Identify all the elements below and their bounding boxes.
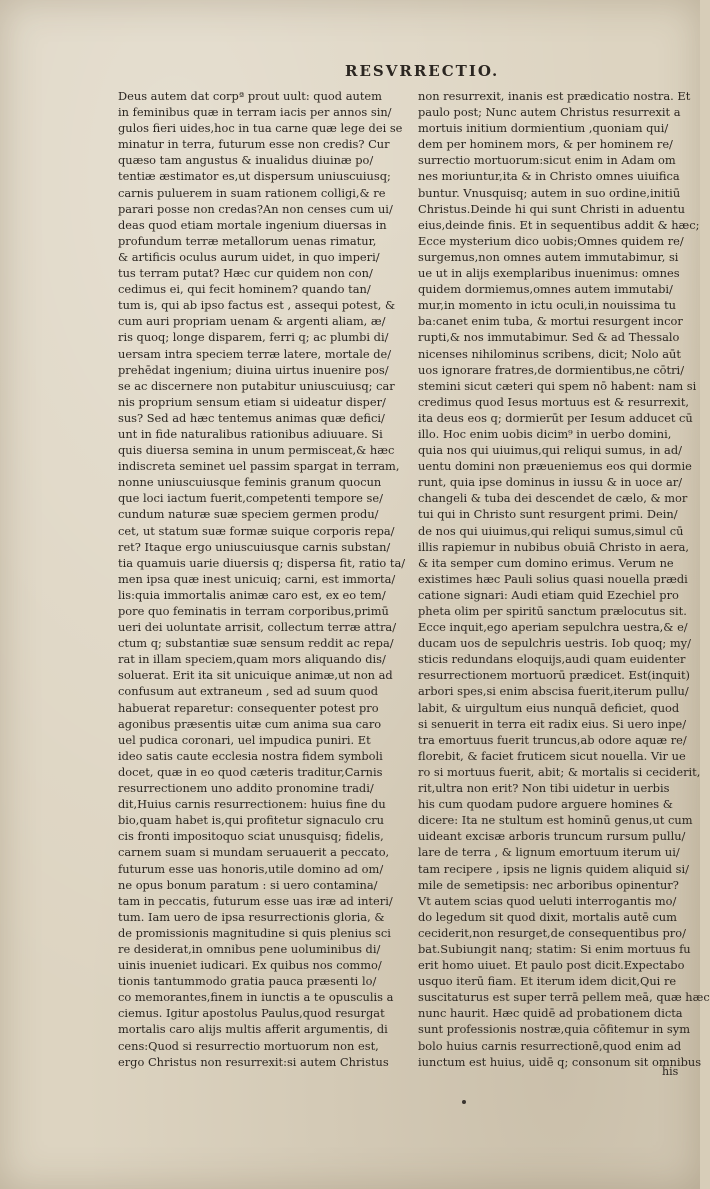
right-column-line: ro si mortuus fuerit, abit; & mortalis si ceciderit, (418, 764, 701, 779)
right-column-line: paulo post; Nunc autem Christus resurrexit a (418, 105, 681, 120)
left-column-line: bio,quam habet is,qui profitetur signaculo cru (118, 813, 385, 828)
right-column-line: dem per hominem mors, & per hominem re/ (418, 137, 673, 152)
left-column-line: uel pudica coronari, uel impudica puniri. Et (118, 732, 371, 747)
left-column-line: tia quamuis uarie diuersis q; dispersa fit, ratio ta/ (118, 555, 406, 570)
right-column-line: mur,in momento in ictu oculi,in nouissima tu (418, 298, 677, 313)
right-text-column (418, 88, 710, 1070)
left-text-column (118, 88, 410, 1070)
left-column-line: ret? Itaque ergo uniuscuiusque carnis substan/ (118, 539, 391, 554)
right-column-line: Ecce inquit,ego aperiam sepulchra uestra,& e/ (418, 620, 688, 635)
right-column-line: uentu domini non præueniemus eos qui dormie (418, 459, 692, 474)
right-column-line: mile de semetipsis: nec arboribus opinentur? (418, 877, 679, 892)
left-column-line: tum. Iam uero de ipsa resurrectionis gloria, & (118, 909, 385, 924)
left-column-line: quæso tam angustus & inualidus diuinæ po/ (118, 153, 374, 168)
left-column-line: indiscreta seminet uel passim spargat in terram, (118, 459, 400, 474)
right-column-line: catione signari: Audi etiam quid Ezechiel pro (418, 587, 679, 602)
left-column-line: Deus autem dat corpª prout uult: quod autem (118, 89, 382, 103)
left-column-line: ueri dei uoluntate arrisit, collectum terræ attra/ (118, 620, 397, 635)
left-column-line: men ipsa quæ inest unicuiq; carni, est immorta/ (118, 571, 396, 586)
left-column-line: gulos fieri uides,hoc in tua carne quæ lege dei se (118, 121, 403, 136)
left-column-line: carnem suam si mundam seruauerit a peccato, (118, 845, 390, 860)
left-column-line: uersam intra speciem terræ latere, mortale de/ (118, 346, 392, 361)
left-column-line: re desiderat,in omnibus pene uoluminibus di/ (118, 941, 381, 956)
right-column-line: surgemus,non omnes autem immutabimur, si (418, 249, 679, 264)
right-column-line: credimus quod Iesus mortuus est & resurrexit, (418, 394, 690, 409)
left-column-line: tam in peccatis, futurum esse uas iræ ad interi/ (118, 893, 393, 908)
right-column-line: bat.Subiungit nanq; statim: Si enim mortuus fu (418, 941, 691, 956)
right-column-line: ba:canet enim tuba, & mortui resurgent incor (418, 314, 683, 329)
right-column-line: bolo huius carnis resurrectionē,quod enim ad (418, 1038, 682, 1053)
left-column-line: tentiæ æstimator es,ut dispersum uniuscuiusq; (118, 169, 391, 184)
right-column-line: mortuis initium dormientium ,quoniam qui/ (418, 121, 669, 136)
right-column-line: Vt autem scias quod ueluti interrogantis mo/ (418, 893, 677, 908)
right-column-line: iunctum est huius, uidē q; consonum sit omnibus (418, 1054, 702, 1069)
left-column-line: ne opus bonum paratum : si uero contamina/ (118, 877, 378, 892)
right-column-line: uos ignorare fratres,de dormientibus,ne cōtri/ (418, 362, 685, 377)
left-column-line: cet, ut statum suæ formæ suique corporis repa/ (118, 523, 395, 538)
right-column-line: lare de terra , & lignum emortuum iterum ui/ (418, 845, 680, 860)
right-column-line: do legedum sit quod dixit, mortalis autē cum (418, 909, 677, 924)
left-column-line: rat in illam speciem,quam mors aliquando dis/ (118, 652, 386, 667)
right-column-line: erit homo uiuet. Et paulo post dicit.Expectabo (418, 958, 685, 973)
left-column-line: ciemus. Igitur apostolus Paulus,quod resurgat (118, 1006, 385, 1021)
left-column-line: dit,Huius carnis resurrectionem: huius fine du (118, 797, 386, 812)
left-column-line: prehēdat ingenium; diuina uirtus inuenire pos/ (118, 362, 389, 377)
right-column-line: rupti,& nos immutabimur. Sed & ad Thessalo (418, 330, 680, 345)
right-column-line: usquo iterū fiam. Et iterum idem dicit,Qui re (418, 974, 677, 989)
catchword: his (662, 1065, 679, 1078)
right-column-line: ita deus eos q; dormierūt per Iesum adducet cū (418, 410, 693, 425)
right-column-line: pheta olim per spiritū sanctum prælocutus sit. (418, 604, 687, 618)
left-column-line: ctum q; substantiæ suæ sensum reddit ac repa/ (118, 636, 394, 651)
left-column-line: parari posse non credas?An non censes cum ui/ (118, 201, 393, 216)
left-column-line: ideo satis caute ecclesia nostra fidem symboli (118, 748, 383, 763)
left-column-line: lis:quia immortalis animæ caro est, ex eo tem/ (118, 587, 386, 602)
left-column-line: nis proprium sensum etiam si uideatur disper/ (118, 394, 386, 409)
right-column-line: sticis redundans eloquijs,audi quam euidenter (418, 652, 686, 667)
left-column-line: quis diuersa semina in unum permisceat,& hæc (118, 443, 395, 458)
right-column-line: buntur. Vnusquisq; autem in suo ordine,initiū (418, 185, 681, 200)
right-column-line: sunt professionis nostræ,quia cōfitemur in sym (418, 1022, 691, 1037)
right-column-line: si senuerit in terra eit radix eius. Si uero inpe/ (418, 716, 687, 731)
right-column-line: tui qui in Christo sunt resurgent primi. Dein/ (418, 507, 678, 522)
left-column-line: agonibus præsentis uitæ cum anima sua caro (118, 716, 382, 731)
left-column-line: tus terram putat? Hæc cur quidem non con/ (118, 266, 373, 281)
left-column-line: co memorantes,finem in iunctis a te opusculis a (118, 990, 394, 1005)
right-column-line: illis rapiemur in nubibus obuiā Christo in aera, (418, 539, 690, 554)
left-column-line: futurum esse uas honoris,utile domino ad om/ (118, 861, 384, 876)
right-column-line: quidem dormiemus,omnes autem immutabi/ (418, 282, 673, 297)
left-column-line: se ac discernere non putabitur uniuscuiusq; car (118, 378, 395, 393)
left-column-line: pore quo feminatis in terram corporibus,primū (118, 604, 389, 618)
right-column-line: & ita semper cum domino erimus. Verum ne (418, 555, 674, 570)
left-column-line: sus? Sed ad hæc tentemus animas quæ defici/ (118, 410, 385, 425)
left-column-line: ris quoq; longe disparem, ferri q; ac plumbi di/ (118, 330, 389, 345)
left-column-line: habuerat reparetur: consequenter potest pro (118, 700, 379, 715)
left-column-line: unt in fide naturalibus rationibus adiuuare. Si (118, 426, 383, 441)
right-column-line: his cum quodam pudore arguere homines & (418, 797, 673, 812)
right-column-line: stemini sicut cæteri qui spem nō habent: nam si (418, 378, 697, 393)
right-column-line: ue ut in alijs exemplaribus inuenimus: omnes (418, 266, 680, 281)
left-column-line: uinis inueniet iudicari. Ex quibus nos commo/ (118, 958, 382, 973)
right-column-line: Ecce mysterium dico uobis;Omnes quidem re/ (418, 233, 684, 248)
right-column-line: eius,deinde finis. Et in sequentibus addit & hæc; (418, 217, 700, 232)
left-column-line: resurrectionem uno addito pronomine tradi/ (118, 781, 374, 796)
left-column-line: deas quod etiam mortale ingenium diuersas in (118, 217, 387, 232)
left-column-line: tum is, qui ab ipso factus est , assequi potest, & (118, 298, 396, 313)
left-column-line: ergo Christus non resurrexit:si autem Christus (118, 1054, 389, 1069)
left-column-line: profundum terræ metallorum uenas rimatur, (118, 233, 377, 248)
left-column-line: nonne uniuscuiusque feminis granum quocun (118, 475, 382, 490)
left-column-line: cedimus ei, qui fecit hominem? quando tan/ (118, 282, 371, 297)
right-column-line: quia nos qui uiuimus,qui reliqui sumus, in ad/ (418, 443, 682, 458)
right-column-line: surrectio mortuorum:sicut enim in Adam om (418, 153, 676, 168)
left-column-line: in feminibus quæ in terram iacis per annos sin/ (118, 105, 392, 120)
right-column-line: nes moriuntur,ita & in Christo omnes uiuifica (418, 169, 680, 184)
right-column-line: tam recipere , ipsis ne lignis quidem aliquid si/ (418, 861, 690, 876)
right-column-line: ducam uos de sepulchris uestris. Iob quoq; my/ (418, 636, 691, 651)
right-column-line: labit, & uirgultum eius nunquā deficiet, quod (418, 700, 680, 715)
left-column-line: tionis tantummodo gratia pauca præsenti lo/ (118, 974, 377, 989)
right-column-line: uideant excisæ arboris truncum rursum pullu/ (418, 829, 686, 844)
right-column-line: nicenses nihilominus scribens, dicit; Nolo aūt (418, 346, 681, 361)
running-title: RESVRRECTIO. (345, 62, 500, 80)
left-column-line: carnis puluerem in suam rationem colligi,& re (118, 185, 386, 200)
right-column-line: de nos qui uiuimus,qui reliqui sumus,simul cū (418, 523, 684, 538)
left-column-line: de promissionis magnitudine si quis plenius sci (118, 925, 391, 940)
right-column-line: florebit, & faciet fruticem sicut nouella. Vir ue (418, 748, 686, 763)
right-column-line: suscitaturus est super terrā pellem meā, quæ hæc (418, 990, 710, 1005)
right-column-line: runt, quia ipse dominus in iussu & in uoce ar/ (418, 475, 683, 490)
right-column-line: rit,ultra non erit? Non tibi uidetur in uerbis (418, 781, 670, 796)
ink-mark (462, 1100, 466, 1104)
right-column-line: illo. Hoc enim uobis dicim⁹ in uerbo domini, (418, 426, 672, 441)
left-column-line: & artificis oculus aurum uidet, in quo imperi/ (118, 249, 380, 264)
left-column-line: soluerat. Erit ita sit unicuique animæ,ut non ad (118, 668, 393, 683)
right-column-line: resurrectionem mortuorū prædicet. Est(inquit) (418, 668, 691, 683)
right-column-line: ceciderit,non resurget,de consequentibus pro/ (418, 925, 686, 940)
left-column-line: mortalis caro alijs multis afferit argumentis, di (118, 1022, 388, 1037)
left-column-line: confusum aut extraneum , sed ad suum quod (118, 684, 379, 699)
right-column-line: Christus.Deinde hi qui sunt Christi in aduentu (418, 201, 685, 216)
left-column-line: que loci iactum fuerit,competenti tempore se/ (118, 491, 383, 506)
right-column-line: tra emortuus fuerit truncus,ab odore aquæ re/ (418, 732, 687, 747)
right-column-line: nunc haurit. Hæc quidē ad probationem dicta (418, 1006, 683, 1021)
right-column-line: arbori spes,si enim abscisa fuerit,iterum pullu/ (418, 684, 689, 699)
left-column-line: cis fronti impositoquo sciat unusquisq; fidelis, (118, 829, 384, 844)
right-column-line: changeli & tuba dei descendet de cælo, & mor (418, 491, 688, 506)
right-column-line: non resurrexit, inanis est prædicatio nostra. Et (418, 89, 691, 103)
left-column-line: minatur in terra, futurum esse non credis? Cur (118, 137, 390, 152)
right-column-line: dicere: Ita ne stultum est hominū genus,ut cum (418, 813, 693, 828)
left-column-line: docet, quæ in eo quod cæteris traditur,Carnis (118, 764, 383, 779)
left-column-line: cens:Quod si resurrectio mortuorum non est, (118, 1038, 379, 1053)
left-column-line: cum auri propriam uenam & argenti aliam, æ/ (118, 314, 386, 329)
right-column-line: existimes hæc Pauli solius quasi nouella prædi (418, 571, 688, 586)
left-column-line: cundum naturæ suæ speciem germen produ/ (118, 507, 379, 522)
